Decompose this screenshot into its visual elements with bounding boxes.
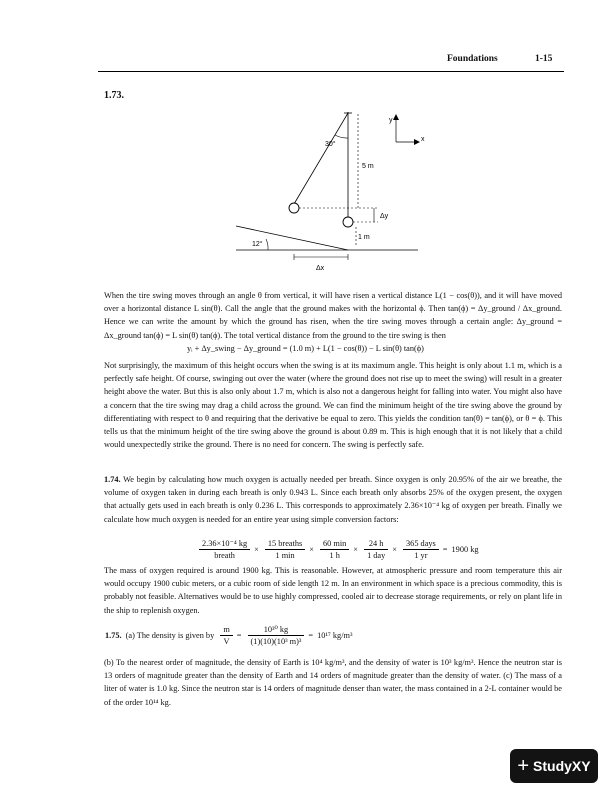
- equation-oxygen-per-year: $\frac{\text{2.36×10⁻⁴ kg}}{\text{breath}}$ × $\frac{\text{15 breaths}}{1 \min}$ × $\frac{60 \min}{1 h}$ × $\frac{24 h}{\text{1 day}}$ × $\frac{\text{365 days}}{1 yr}$ = 1900 kg: [196, 538, 480, 561]
- angle-top-label: 30°: [325, 141, 336, 148]
- ground-angle-label: 12°: [252, 241, 263, 248]
- axis-x-label: x: [421, 136, 425, 143]
- paragraph-1-73-b: Not surprisingly, the maximum of this height occurs when the swing is at its maximum angle. This height is only about 1.1 m, which is a perfectly safe height. Of course, swinging out over the water (where the ground does not rise up to meet the swing) will result in a greater height above the water. But this is also only about 1.7 m, which is also not a dangerous height for falling into water. You might also have a concern that the tire swing may drag a child across the ground. We can find the minimum height of the tire swing above the ground by differentiating with respect to θ and requiring that the derivative be equal to zero. This yields the condition tan(θ) = tan(ϕ), or θ = ϕ. This tells us that the minimum height of the tire swing above the ground is about 0.89 m. This is high enough that it is not likely that a child would unexpectedly strike the ground. There is no need for concern. The swing is perfectly safe.: [104, 361, 562, 450]
- paragraph-1-75-b: (b) To the nearest order of magnitude, the density of Earth is 10⁴ kg/m³, and the density of water is 10³ kg/m³. Hence the neutron star is 13 orders of magnitude greater than the density of Earth and 14 orders of magnitude greater than the density of water. (c) The mass of a liter of water is 1.0 kg. Since the neutron star is 14 orders of magnitude denser than water, the mass contained in a 2-L container would be of the order 10¹⁴ kg.: [104, 658, 562, 707]
- studyxy-label: StudyXY: [533, 758, 591, 774]
- problem-label-1-75: 1.75.: [105, 631, 122, 640]
- tire-swung: [289, 203, 299, 213]
- angle-arc-top: [335, 135, 348, 138]
- tire-swing-diagram: [228, 108, 438, 278]
- rope-swung: [294, 113, 348, 204]
- paragraph-1-75-intro: 1.75. (a) The density is given by $\frac{m}{V}$ = $\frac{\text{10³⁰ kg}}{\text{(1)(10)(10³ m)³}}$ = 10¹⁷ kg/m³: [105, 625, 353, 646]
- tire-rest: [343, 217, 353, 227]
- plus-icon: +: [517, 755, 530, 777]
- delta-y-label: Δy: [380, 213, 389, 220]
- delta-x-label: Δx: [316, 265, 325, 272]
- equation-total-height: yᵢ + Δy_swing − Δy_ground = (1.0 m) + L(1 − cos(θ)) − L sin(θ) tan(ϕ): [187, 344, 424, 353]
- running-header-title: Foundations: [447, 54, 498, 64]
- rope-length-label: 5 m: [362, 163, 374, 170]
- studyxy-badge[interactable]: [510, 749, 598, 783]
- paragraph-1-73-a: When the tire swing moves through an angle θ from vertical, it will have risen a vertical distance L(1 − cos(θ)), and it will have moved over a horizontal distance L sin(θ). Call the angle that the ground makes with the horizontal ϕ. Then tan(ϕ) = Δy_ground / Δx_ground. Hence we can write the amount by which the ground has risen, when the tire swing moves through a certain angle: Δy_ground = Δx_ground tan(ϕ) = L sin(θ) tan(ϕ). The total vertical distance from the ground to the tire swing is then: [104, 291, 562, 340]
- paragraph-1-74-text: We begin by calculating how much oxygen is actually needed per breath. Since oxygen is only 20.95% of the air we breathe, the volume of oxygen taken in during each breath is only 0.943 L. Since each breath only absorbs 25% of the oxygen present, the oxygen that actually gets used in each breath is only 0.236 L. This corresponds to approximately 2.36×10⁻⁴ kg of oxygen per breath. Finally we calculate how much oxygen is needed for an entire year using simple conversion factors:: [104, 475, 562, 524]
- axis-y-label: y: [389, 117, 393, 124]
- paragraph-1-74: [104, 473, 562, 526]
- problem-label-1-74: 1.74.: [104, 475, 121, 484]
- problem-label-1-73: 1.73.: [104, 90, 124, 101]
- paragraph-1-74-b: The mass of oxygen required is around 1900 kg. This is reasonable. However, at atmospheric pressure and room temperature this air would occupy 1900 cubic meters, or a cubic room of side length 12 m. In an environment in which space is a precious commodity, this is probably not feasible. Alternatives would be to use highly compressed, cooled air to decrease storage requirements, or rely on plant life in the ship to replenish oxygen.: [104, 566, 562, 615]
- tire-height-label: 1 m: [358, 234, 370, 241]
- page-number: 1-15: [535, 54, 553, 64]
- header-rule: [98, 71, 564, 72]
